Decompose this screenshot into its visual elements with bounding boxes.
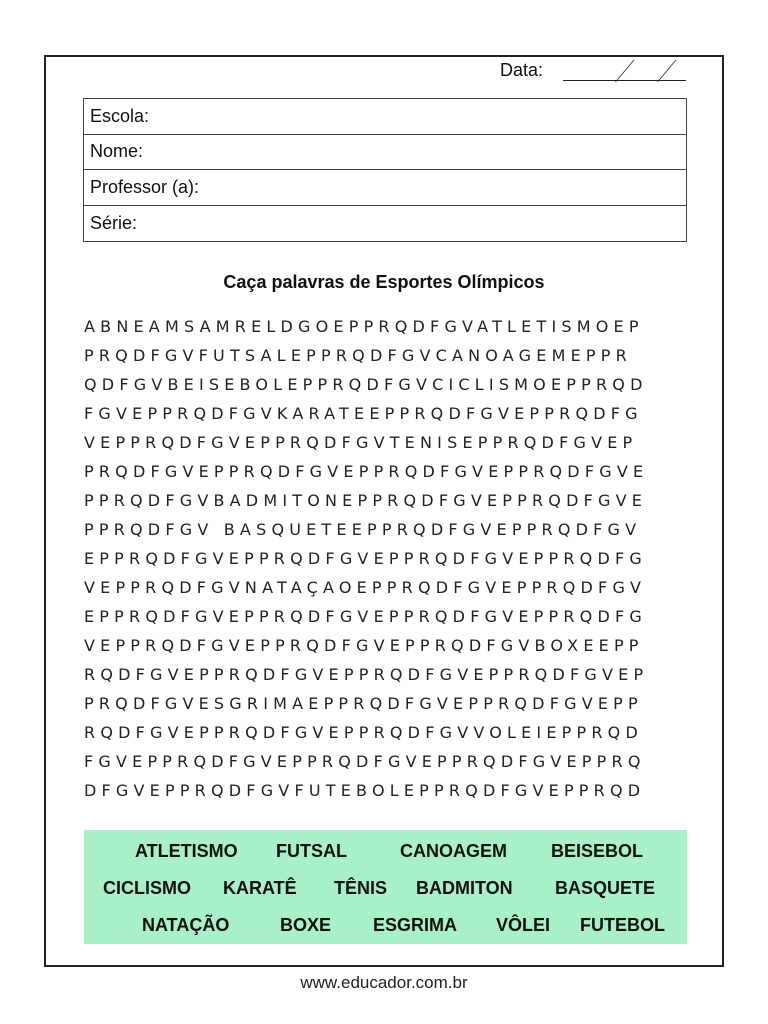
grid-row: PRQDFGVEPPRQDFGVEPPRQDFGVEPPRQDFGVE [84,462,649,481]
word-item: BEISEBOL [551,841,644,861]
teacher-label: Professor (a): [90,176,200,197]
page-title: Caça palavras de Esportes Olímpicos [223,272,545,292]
grid-row: VEPPRQDFGVNATAÇAOEPPRQDFGVEPPRQDFGV [84,578,647,597]
word-list-box [84,830,687,944]
word-item: KARATÊ [223,878,297,898]
word-item: CANOAGEM [400,841,507,861]
word-item: VÔLEI [496,915,551,935]
grid-row: EPPRQDFGVEPPRQDFGVEPPRQDFGVEPPRQDFG [84,607,647,626]
date-label: Data: [500,60,544,80]
name-label: Nome: [90,141,144,162]
grid-row: VEPPRQDFGVEPPRQDFGVTENISEPPRQDFGVEP [84,433,638,452]
grade-field[interactable] [84,206,686,242]
word-item: ATLETISMO [135,841,238,861]
grid-row: FGVEPPRQDFGVKARATEEPPRQDFGVEPPRQDFG [84,404,643,423]
grid-row: ABNEAMSAMRELDGOEPPRQDFGVATLETISMOEP [84,317,644,336]
grid-row: EPPRQDFGVEPPRQDFGVEPPRQDFGVEPPRQDFG [84,549,647,568]
footer-url[interactable]: www.educador.com.br [300,973,468,992]
school-label: Escola: [90,105,150,126]
word-item: BADMITON [416,878,513,898]
date-line [563,80,686,81]
word-item: FUTSAL [276,841,347,861]
grid-row: PRQDFGVFUTSALEPPRQDFGVCANOAGEMEPPR [84,346,632,365]
grid-row: FGVEPPRQDFGVEPPRQDFGVEPPRQDFGVEPPRQ [84,752,646,771]
teacher-field[interactable] [84,170,686,206]
word-item: TÊNIS [334,878,388,898]
word-item: CICLISMO [103,878,191,898]
grid-row: RQDFGVEPPRQDFGVEPPRQDFGVVOLEIEPPRQD [84,723,643,742]
word-item: BOXE [280,915,332,935]
grid-row: PRQDFGVESGRIMAEPPRQDFGVEPPRQDFGVEPP [84,694,643,713]
grade-label: Série: [90,212,138,233]
word-item: FUTEBOL [580,915,665,935]
word-item: ESGRIMA [373,915,458,935]
grid-row: PPRQDFGV BASQUETEEPPRQDFGVEPPRQDFGV [84,520,642,539]
info-box [83,98,687,242]
letter-grid [84,312,688,805]
grid-row: DFGVEPPRQDFGVFUTEBOLEPPRQDFGVEPPRQD [84,781,646,800]
name-field[interactable] [84,135,686,171]
grid-row: PPRQDFGVBADMITONEPPRQDFGVEPPRQDFGVE [84,491,648,510]
school-field[interactable] [84,99,686,135]
grid-row: QDFGVBEISEBOLEPPRQDFGVCICLISMOEPPRQD [84,375,648,394]
grid-row: VEPPRQDFGVEPPRQDFGVEPPRQDFGVBOXEEPP [84,636,644,655]
word-item: BASQUETE [555,878,656,898]
grid-row: RQDFGVEPPRQDFGVEPPRQDFGVEPPRQDFGVEP [84,665,649,684]
word-item: NATAÇÃO [142,915,230,935]
